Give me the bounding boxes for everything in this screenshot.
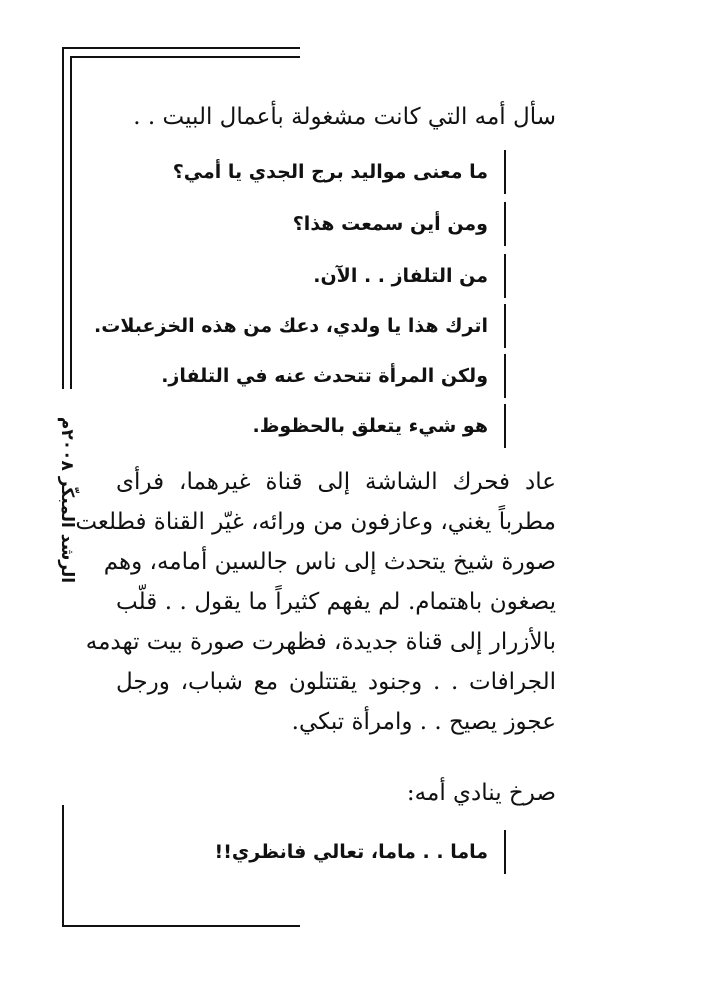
dialogue-line-2: ومن أين سمعت هذا؟ — [293, 202, 506, 246]
dialogue-line-6: هو شيء يتعلق بالحظوظ. — [252, 404, 506, 448]
dialogue-line-1: ما معنى مواليد برج الجدي يا أمي؟ — [173, 150, 506, 194]
dialogue-line-4: اترك هذا يا ولدي، دعك من هذه الخزعبلات. — [94, 304, 506, 348]
closing-line: صرخ ينادي أمه: — [406, 780, 556, 806]
frame-top-outer — [62, 47, 300, 49]
narrative-paragraph — [75, 462, 556, 742]
frame-bottom — [62, 925, 300, 927]
frame-left-bottom — [62, 805, 64, 927]
paragraph-line-3: صورة شيخ يتحدث إلى ناس جالسين أمامه، وهم — [103, 549, 556, 575]
paragraph-line-5: بالأزرار إلى قناة جديدة، فظهرت صورة بيت تهدمه — [85, 629, 556, 655]
frame-left-inner-top — [70, 56, 72, 389]
frame-top-inner — [70, 56, 300, 58]
paragraph-line-2: مطرباً يغني، وعازفون من ورائه، غيّر القناة فطلعت — [75, 509, 556, 535]
paragraph-line-1: عاد فحرك الشاشة إلى قناة غيرهما، فرأى — [116, 469, 556, 495]
paragraph-line-4: يصغون باهتمام. لم يفهم كثيراً ما يقول . . قلّب — [116, 589, 556, 615]
opening-line: سأل أمه التي كانت مشغولة بأعمال البيت . . — [133, 104, 556, 130]
final-dialogue: ماما . . ماما، تعالي فانظري!! — [215, 830, 506, 874]
dialogue-line-5: ولكن المرأة تتحدث عنه في التلفاز. — [161, 354, 506, 398]
paragraph-line-6: الجرافات . . وجنود يقتتلون مع شباب، ورجل — [116, 669, 556, 695]
paragraph-line-7: عجوز يصيح . . وامرأة تبكي. — [291, 709, 556, 735]
side-caption — [22, 395, 112, 605]
dialogue-line-3: من التلفاز . . الآن. — [313, 254, 506, 298]
frame-left-outer-top — [62, 47, 64, 389]
side-caption-text: الرشد المبكّر ٢٠٠٨م — [57, 416, 77, 584]
